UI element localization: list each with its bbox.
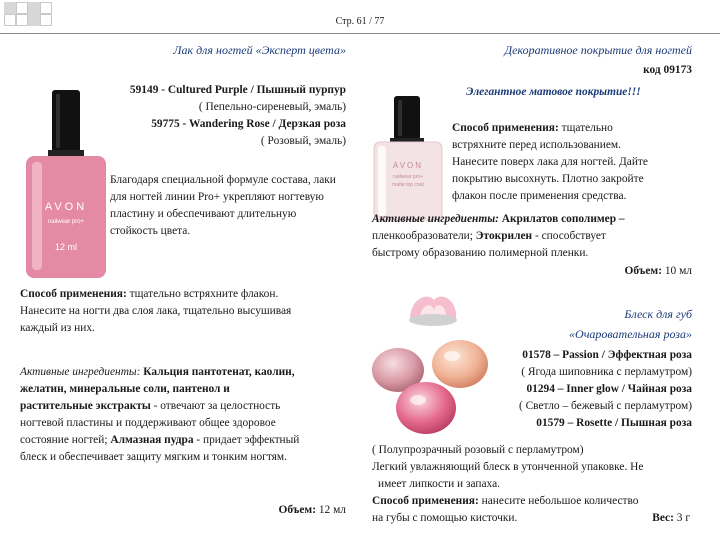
weight [652,510,690,527]
right-bottom-shade-list [470,347,692,432]
header-rule [0,33,720,34]
usage-label: Способ применения: [20,288,127,300]
volume-label: Объем: [624,265,662,277]
text-line: быстрому образованию полимерной пленки. [372,247,589,259]
text-line: каждый из них. [20,322,95,334]
text-line: пластину и обеспечивают длительную [110,208,297,220]
shade-name: 59775 - Wandering Rose / Дерзкая роза [151,118,346,130]
bottle-sub-text: matte top coat [392,182,424,188]
usage-line-1: Способ применения: тщательно [452,122,613,134]
ingredients-line-1: Активные ингредиенты: Акрилатов сополимер – [372,213,625,225]
shade-desc: ( Ягода шиповника с перламутром) [521,366,692,378]
bottle-brand-text: AVON [392,161,424,170]
bottle-cap [394,96,420,140]
right-top-ingredients [372,211,698,262]
usage-rest: тщательно встряхните флакон. [126,288,279,300]
text-line: стойкость цвета. [110,225,191,237]
left-volume [200,502,346,519]
deco-square [16,2,28,14]
shade-name: 01578 – Passion / Эффектная роза [522,349,692,361]
right-top-subtitle: Элегантное матовое покрытие!!! [466,86,641,98]
ingredients-line-3: растительные экстракты - отвечают за целостность [20,400,281,412]
shade-desc: ( Розовый, эмаль) [260,135,346,147]
text-line: встряхните перед использованием. [452,139,621,151]
text-line: флакон после применения средства. [452,190,627,202]
right-top-usage [452,120,696,205]
ingredients-line-1 [20,364,360,381]
ingredients-label: Активные ингредиенты: [20,366,141,378]
ingredients-rest: Кальция пантотенат, каолин, [140,366,295,378]
text-line: желатин, минеральные соли, пантенол и [20,383,230,395]
text-line: Нанесите поверх лака для ногтей. Дайте [452,156,648,168]
shade-desc: ( Пепельно-сиреневый, эмаль) [198,101,346,113]
right-top-code: код 09173 [643,64,692,76]
shade-name: 01294 – Inner glow / Чайная роза [526,383,692,395]
weight-value: 3 г [676,512,690,524]
usage-line-2 [372,510,698,527]
shade-name: 01579 – Rosette / Пышная роза [536,417,692,429]
shade-desc: ( Светло – бежевый с перламутром) [518,400,692,412]
nail-polish-pink-image [22,90,110,280]
left-title: Лак для ногтей «Эксперт цвета» [173,43,346,57]
text-line: ногтевой пластины и поддерживают общее здоровое [20,417,276,429]
deco-square [4,2,16,14]
text-line: Нанесите на ногти два слоя лака, тщательно высушивая [20,305,292,317]
bottle-line-text: nailwear pro+ [47,219,85,225]
volume-value: 12 мл [318,504,346,516]
weight-label: Вес: [652,512,674,524]
page-number: Стр. 61 / 77 [335,16,385,27]
text-line: на губы с помощью кисточки. [372,512,518,524]
bottle-volume-text: 12 ml [54,242,78,252]
right-top-volume [560,263,692,280]
left-usage [20,286,356,337]
left-ingredients [20,364,360,466]
left-shade-list [90,82,346,150]
usage-line-1 [20,286,356,303]
bottle-brand-text: AVON [44,201,88,213]
right-bottom-title: Блеск для губ [624,307,692,321]
text-line: Легкий увлажняющий блеск в утонченной упаковке. Не [372,461,644,473]
text-line: блеск и обеспечивает защиту мягким и тонким ногтям. [20,451,287,463]
volume-value: 10 мл [664,265,692,277]
text-line: имеет липкости и запаха. [378,478,500,490]
text-line: покрытию высохнуть. Плотно закройте [452,173,644,185]
gloss-jar-berry [396,382,456,434]
volume-label: Объем: [278,504,316,516]
right-top-title: Декоративное покрытие для ногтей [504,43,692,57]
text-line: для ногтей линии Pro+ укрепляют ногтевую [110,191,324,203]
left-description [110,172,350,240]
ingredients-line-5: состояние ногтей; Алмазная пудра - придает эффектный [20,434,300,446]
text-line: Благодаря специальной формуле состава, лаки [110,174,336,186]
right-bottom-body [372,442,698,527]
deco-square [28,2,40,14]
deco-square [40,2,52,14]
bottle-line-text: nailwear pro+ [392,174,424,180]
shade-name: 59149 - Cultured Purple / Пышный пурпур [129,84,346,96]
ingredients-line-2: пленкообразователи; Этокрилен - способствует [372,230,606,242]
matte-top-coat-image [368,96,448,222]
right-bottom-subtitle: «Очаровательная роза» [569,327,692,341]
shade-desc: ( Полупрозрачный розовый с перламутром) [372,444,584,456]
usage-line-1: Способ применения: нанесите небольшое количество [372,495,639,507]
